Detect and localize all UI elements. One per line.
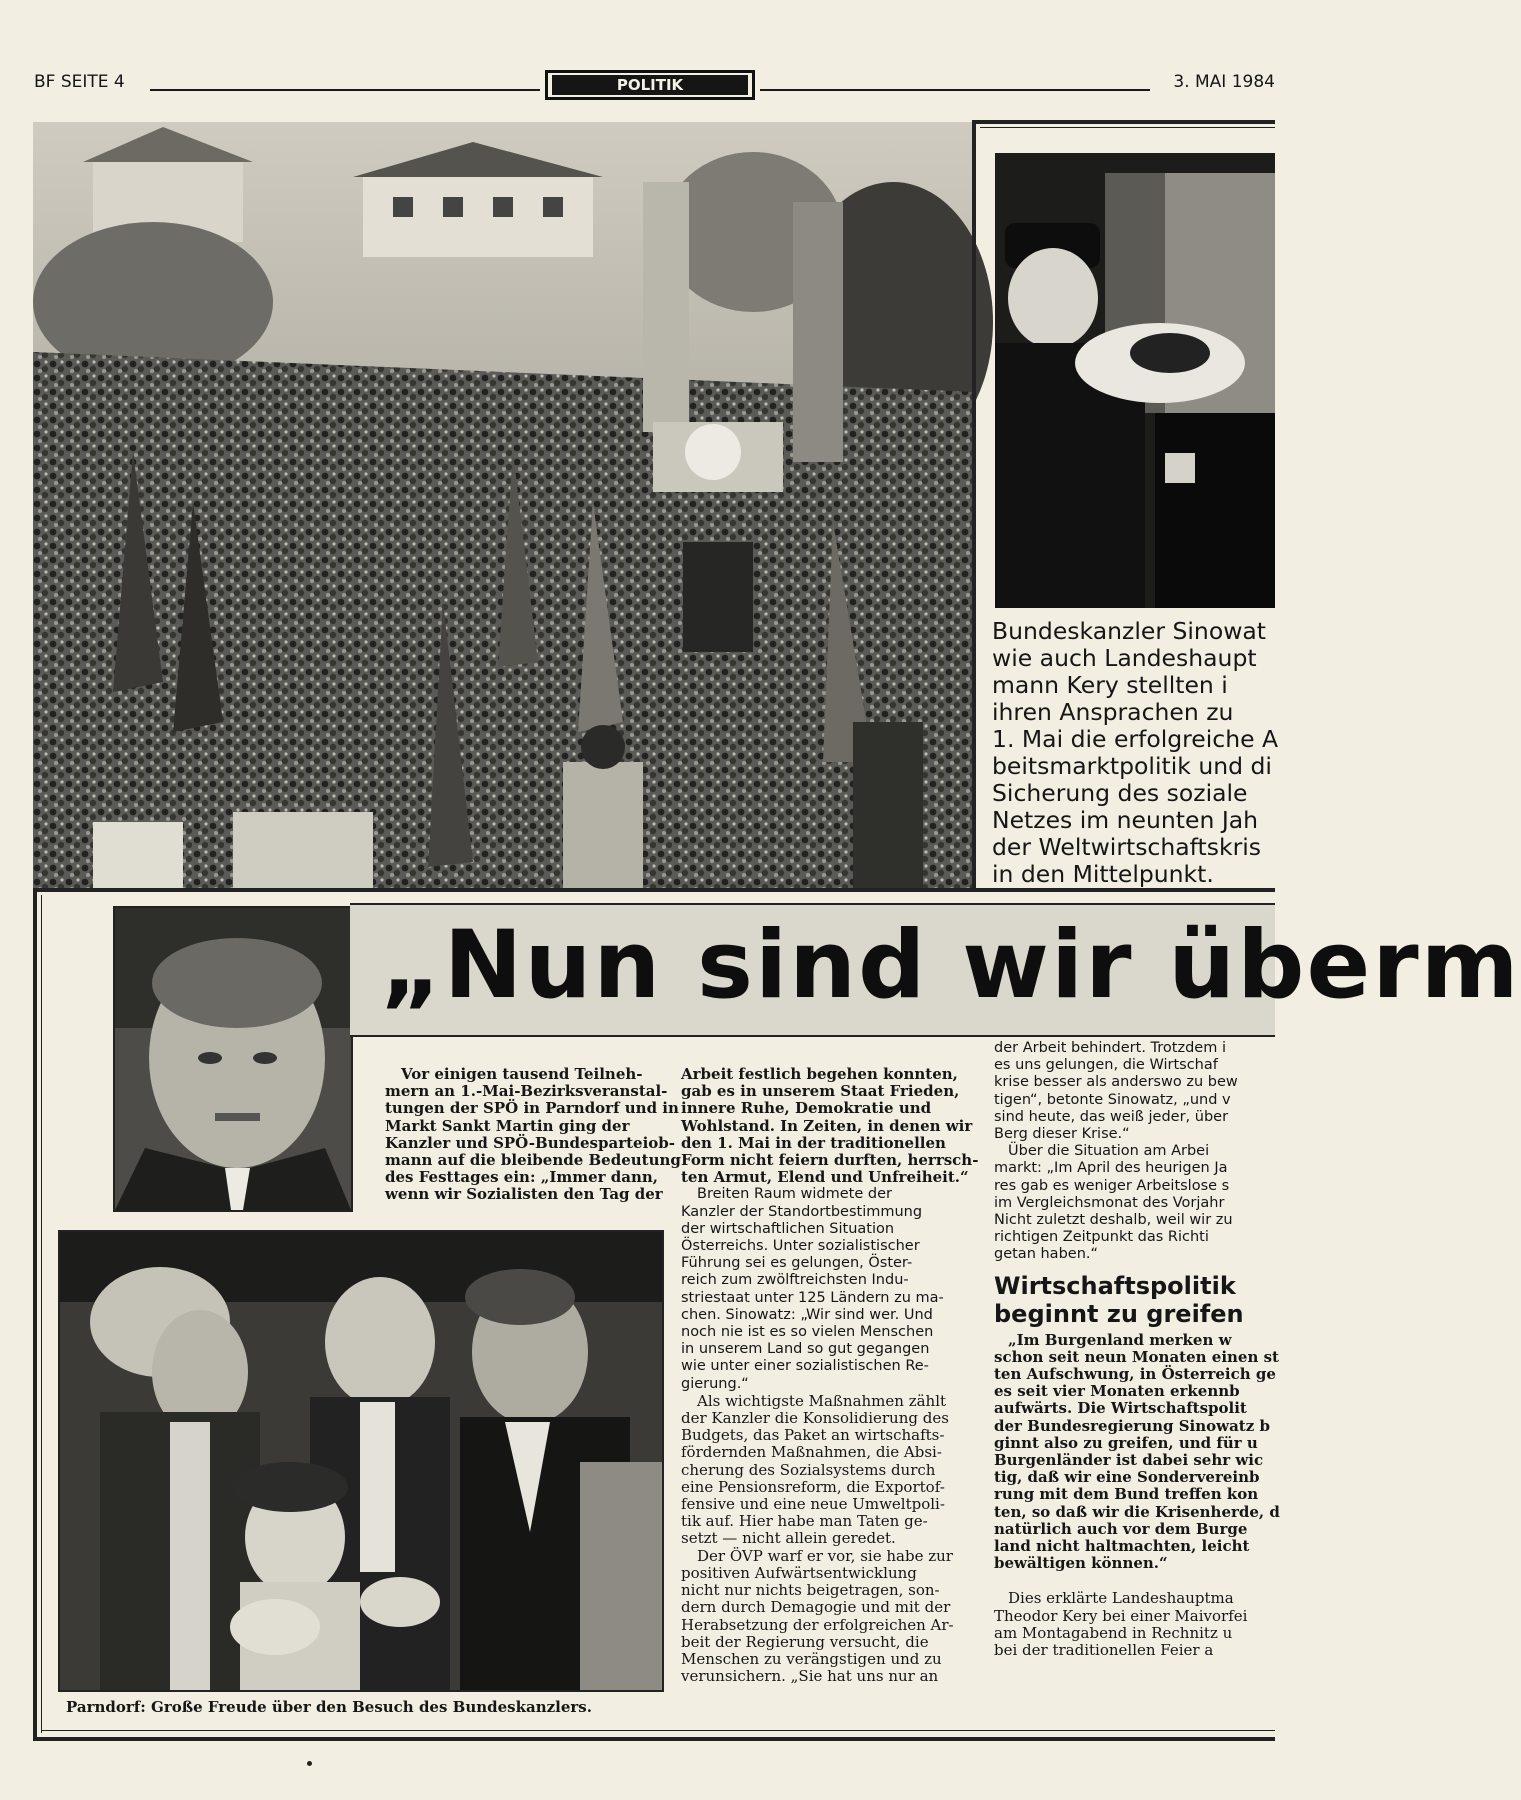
article-line: dern durch Demagogie und mit der <box>681 1598 951 1617</box>
article-line: ten, so daß wir die Krisenherde, d <box>994 1502 1280 1521</box>
article-line: der Bundesregierung Sinowatz b <box>994 1416 1270 1435</box>
article-line: der wirtschaftlichen Situation <box>681 1220 895 1237</box>
column-3-quote <box>994 1332 1314 1573</box>
chancellor-portrait-photo <box>113 906 353 1212</box>
article-line: Arbeit festlich begehen konnten, <box>681 1065 958 1083</box>
parndorf-crowd-photo <box>58 1230 664 1692</box>
page-number: BF SEITE 4 <box>34 72 125 92</box>
article-line: Kanzler und SPÖ-Bundesparteiob- <box>385 1133 675 1152</box>
headline: „Nun sind wir überm <box>380 911 1521 1020</box>
article-line: Menschen zu verängstigen und zu <box>681 1649 942 1668</box>
article-line: mern an 1.-Mai-Bezirksveranstal- <box>385 1082 668 1101</box>
article-line: Führung sei es gelungen, Öster- <box>681 1255 913 1272</box>
section-label-box <box>545 70 755 100</box>
article-line: krise besser als anderswo zu bew <box>994 1074 1238 1091</box>
subhead-line: Wirtschaftspolitik <box>994 1271 1236 1300</box>
article-line: tig, daß wir eine Sondervereinb <box>994 1468 1260 1487</box>
article-line: schon seit neun Monaten einen st <box>994 1347 1279 1366</box>
caption-line: Netzes im neunten Jah <box>992 806 1259 834</box>
article-line: eine Pensionsreform, die Exportof- <box>681 1477 945 1496</box>
article-line: der Kanzler die Konsolidierung des <box>681 1409 949 1428</box>
article-line: bewältigen können.“ <box>994 1554 1168 1573</box>
article-line: in unserem Land so gut gegangen <box>681 1341 930 1358</box>
issue-date: 3. MAI 1984 <box>1173 72 1275 92</box>
page-mark <box>307 1761 312 1766</box>
caption-line: Sicherung des soziale <box>992 779 1248 807</box>
article-line: Als wichtigste Maßnahmen zählt <box>697 1391 947 1410</box>
column-3-intro <box>994 1040 1314 1264</box>
header-rule-right <box>760 89 1150 91</box>
frame-top-right-inner <box>980 127 1275 128</box>
article-line: markt: „Im April des heurigen Ja <box>994 1160 1228 1177</box>
speaker-photo-caption <box>992 617 1279 888</box>
article-line: rung mit dem Bund treffen kon <box>994 1485 1259 1504</box>
article-line: mann auf die bleibende Bedeutung <box>385 1151 681 1170</box>
article-line: tik auf. Hier habe man Taten ge- <box>681 1512 928 1531</box>
article-line: sind heute, das weiß jeder, über <box>994 1108 1229 1125</box>
article-line: innere Ruhe, Demokratie und <box>681 1099 932 1118</box>
article-line: Dies erklärte Landeshauptma <box>1008 1589 1234 1608</box>
section-label: POLITIK <box>552 75 748 95</box>
article-frame-bottom-inner <box>41 1730 1275 1731</box>
article-line: ginnt also zu greifen, und für u <box>994 1433 1258 1452</box>
article-line: Budgets, das Paket an wirtschafts- <box>681 1426 945 1445</box>
caption-line: beitsmarktpolitik und di <box>992 752 1272 780</box>
article-line: positiven Aufwärtsentwicklung <box>681 1563 917 1582</box>
article-frame-left-inner <box>41 895 42 1733</box>
article-line: res gab es weniger Arbeitslose s <box>994 1177 1230 1194</box>
article-line: fensive und eine neue Umweltpoli- <box>681 1495 945 1514</box>
caption-line: der Weltwirtschaftskris <box>992 833 1262 861</box>
article-line: wie unter einer sozialistischen Re- <box>681 1358 929 1375</box>
article-line: striestaat unter 125 Ländern zu ma- <box>681 1289 944 1306</box>
article-line: gab es in unserem Staat Frieden, <box>681 1082 960 1101</box>
article-line: Form nicht feiern durften, herrsch- <box>681 1151 979 1170</box>
article-line: nicht nur nichts beigetragen, son- <box>681 1581 940 1600</box>
article-line: fördernden Maßnahmen, die Absi- <box>681 1443 942 1462</box>
article-line: wenn wir Sozialisten den Tag der <box>385 1185 663 1204</box>
article-line: Breiten Raum widmete der <box>697 1186 892 1203</box>
article-line: Burgenländer ist dabei sehr wic <box>994 1451 1264 1470</box>
article-column-1 <box>385 1065 681 1204</box>
article-line: Herabsetzung der erfolgreichen Ar- <box>681 1615 954 1634</box>
crowd-rally-photo <box>33 122 973 888</box>
caption-line: Bundeskanzler Sinowat <box>992 617 1267 645</box>
article-line: tungen der SPÖ in Parndorf und in <box>385 1099 679 1118</box>
article-line: am Montagabend in Rechnitz u <box>994 1623 1233 1642</box>
article-frame-left <box>33 888 37 1740</box>
header-rule-left <box>150 89 540 91</box>
article-line: Nicht zuletzt deshalb, weil wir zu <box>994 1212 1233 1229</box>
article-line: getan haben.“ <box>994 1246 1099 1263</box>
article-frame-top <box>33 888 1275 892</box>
article-line: es uns gelungen, die Wirtschaf <box>994 1057 1218 1074</box>
article-line: Über die Situation am Arbei <box>1008 1143 1210 1160</box>
headline-band <box>350 903 1521 1037</box>
column-3-end <box>994 1590 1314 1659</box>
caption-line: 1. Mai die erfolgreiche A <box>992 725 1279 753</box>
subhead-line: beginnt zu greifen <box>994 1299 1244 1328</box>
article-line: gierung.“ <box>681 1375 749 1392</box>
article-column-2 <box>681 1066 977 1685</box>
article-line: es seit vier Monaten erkennb <box>994 1382 1240 1401</box>
article-line: Österreichs. Unter sozialistischer <box>681 1238 920 1255</box>
article-line: ten Aufschwung, in Österreich ge <box>994 1365 1276 1384</box>
article-line: „Im Burgenland merken w <box>1008 1330 1232 1349</box>
article-line: natürlich auch vor dem Burge <box>994 1519 1248 1538</box>
article-line: tigen“, betonte Sinowatz, „und v <box>994 1091 1231 1108</box>
article-line: chen. Sinowatz: „Wir sind wer. Und <box>681 1306 933 1323</box>
article-line: Theodor Kery bei einer Maivorfei <box>994 1606 1248 1625</box>
article-line: aufwärts. Die Wirtschaftspolit <box>994 1399 1247 1418</box>
article-line: setzt — nicht allein geredet. <box>681 1529 896 1548</box>
article-line: land nicht haltmachten, leicht <box>994 1537 1250 1556</box>
frame-vertical-divider <box>972 120 976 890</box>
article-line: reich zum zwölftreichsten Indu- <box>681 1272 909 1289</box>
caption-line: in den Mittelpunkt. <box>992 860 1214 888</box>
article-line: den 1. Mai in der traditionellen <box>681 1133 946 1152</box>
article-line: im Vergleichsmonat des Vorjahr <box>994 1194 1225 1211</box>
article-line: beit der Regierung versucht, die <box>681 1632 929 1651</box>
article-line: richtigen Zeitpunkt das Richti <box>994 1229 1209 1246</box>
caption-line: ihren Ansprachen zu <box>992 698 1234 726</box>
article-line: cherung des Sozialsystems durch <box>681 1460 936 1479</box>
article-frame-bottom <box>33 1737 1275 1741</box>
article-line: des Festtages ein: „Immer dann, <box>385 1168 658 1187</box>
article-line: verunsichern. „Sie hat uns nur an <box>681 1667 939 1686</box>
subhead-block <box>994 1272 1275 1328</box>
article-line: noch nie ist es so vielen Menschen <box>681 1324 934 1341</box>
caption-line: wie auch Landeshaupt <box>992 644 1257 672</box>
article-line: der Arbeit behindert. Trotzdem i <box>994 1040 1226 1056</box>
article-line: ten Armut, Elend und Unfreiheit.“ <box>681 1168 969 1187</box>
article-line: Der ÖVP warf er vor, sie habe zur <box>697 1546 953 1565</box>
speaker-photo <box>995 153 1275 608</box>
article-line: bei der traditionellen Feier a <box>994 1641 1214 1660</box>
article-line: Berg dieser Krise.“ <box>994 1126 1130 1143</box>
parndorf-photo-caption: Parndorf: Große Freude über den Besuch des Bundeskanzlers. <box>66 1698 592 1716</box>
caption-line: mann Kery stellten i <box>992 671 1228 699</box>
frame-top-right <box>972 120 1275 124</box>
article-column-3 <box>994 1040 1280 1730</box>
article-line: Wohlstand. In Zeiten, in denen wir <box>681 1116 973 1135</box>
article-line: Vor einigen tausend Teilneh- <box>401 1065 643 1083</box>
article-line: Markt Sankt Martin ging der <box>385 1116 630 1135</box>
article-line: Kanzler der Standortbestimmung <box>681 1203 923 1220</box>
